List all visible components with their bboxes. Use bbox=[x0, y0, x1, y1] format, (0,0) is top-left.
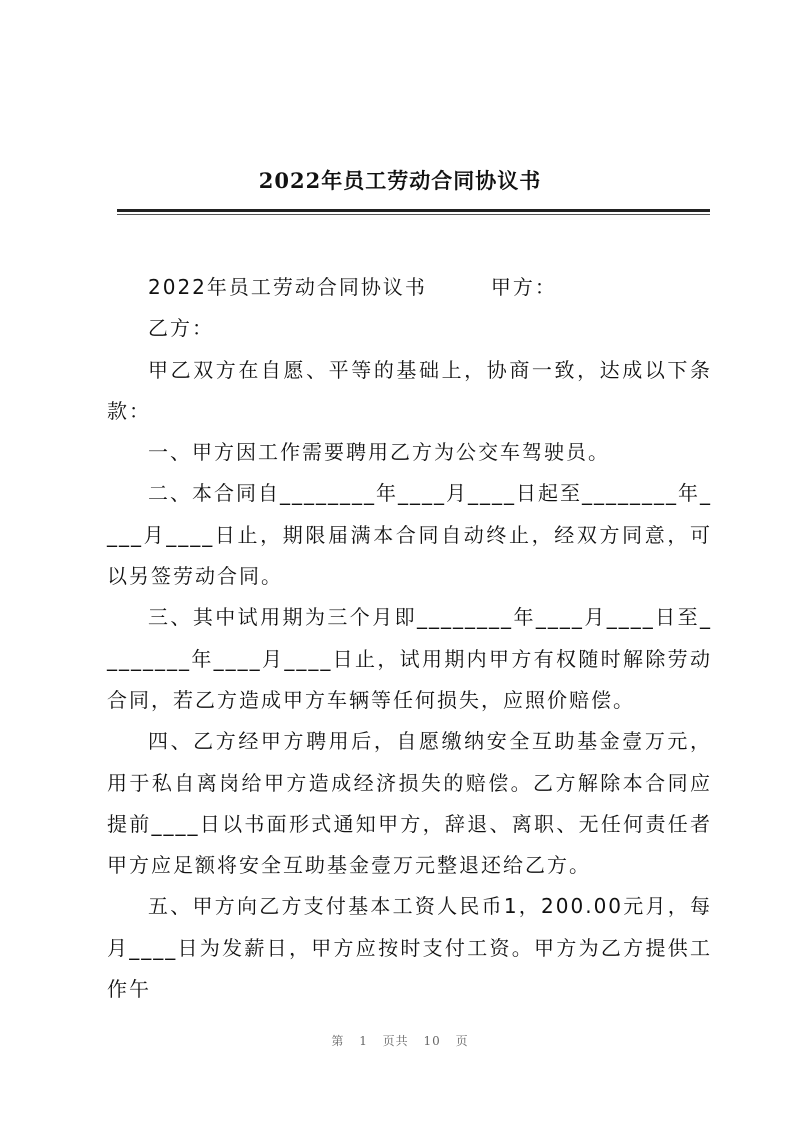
title-divider-thin bbox=[117, 214, 710, 215]
paragraph-clause-5: 五、甲方向乙方支付基本工资人民币1，200.00元月，每月____日为发薪日，甲方应按时支付工资。甲方为乙方提供工作午 bbox=[107, 894, 712, 1002]
paragraph-clause-4: 四、乙方经甲方聘用后，自愿缴纳安全互助基金壹万元，用于私自离岗给甲方造成经济损失的赔偿。乙方解除本合同应提前____日以书面形式通知甲方，辞退、离职、无任何责任者甲方应足额将安全互助基金壹万元整退还给乙方。 bbox=[107, 729, 712, 878]
paragraph-clause-3: 三、其中试用期为三个月即________年____月____日至________年____月____日止，试用期内甲方有权随时解除劳动合同，若乙方造成甲方车辆等任何损失，应照价赔偿。 bbox=[107, 605, 712, 712]
paragraph-clause-1: 一、甲方因工作需要聘用乙方为公交车驾驶员。 bbox=[148, 440, 610, 465]
page-footer bbox=[0, 1032, 800, 1049]
page-prefix: 第 bbox=[331, 1034, 345, 1048]
party-b-label: 乙方： bbox=[148, 316, 214, 341]
page-mid: 页共 bbox=[382, 1034, 409, 1048]
document-title: 2022年员工劳动合同协议书 bbox=[258, 168, 542, 193]
paragraph-clause-2: 二、本合同自________年____月____日起至________年____月____日止，期限届满本合同自动终止，经双方同意，可以另签劳动合同。 bbox=[107, 481, 712, 589]
paragraph-preamble: 甲乙双方在自愿、平等的基础上，协商一致，达成以下条款： bbox=[107, 357, 712, 423]
intro-line bbox=[107, 267, 712, 308]
party-a-label: 甲方： bbox=[490, 275, 557, 299]
page-suffix: 页 bbox=[455, 1034, 469, 1048]
document-body bbox=[107, 267, 712, 1010]
total-pages-number: 10 bbox=[423, 1034, 441, 1048]
current-page-number: 1 bbox=[359, 1034, 368, 1048]
intro-title: 2022年员工劳动合同协议书 bbox=[148, 275, 427, 299]
title-divider bbox=[117, 209, 710, 212]
